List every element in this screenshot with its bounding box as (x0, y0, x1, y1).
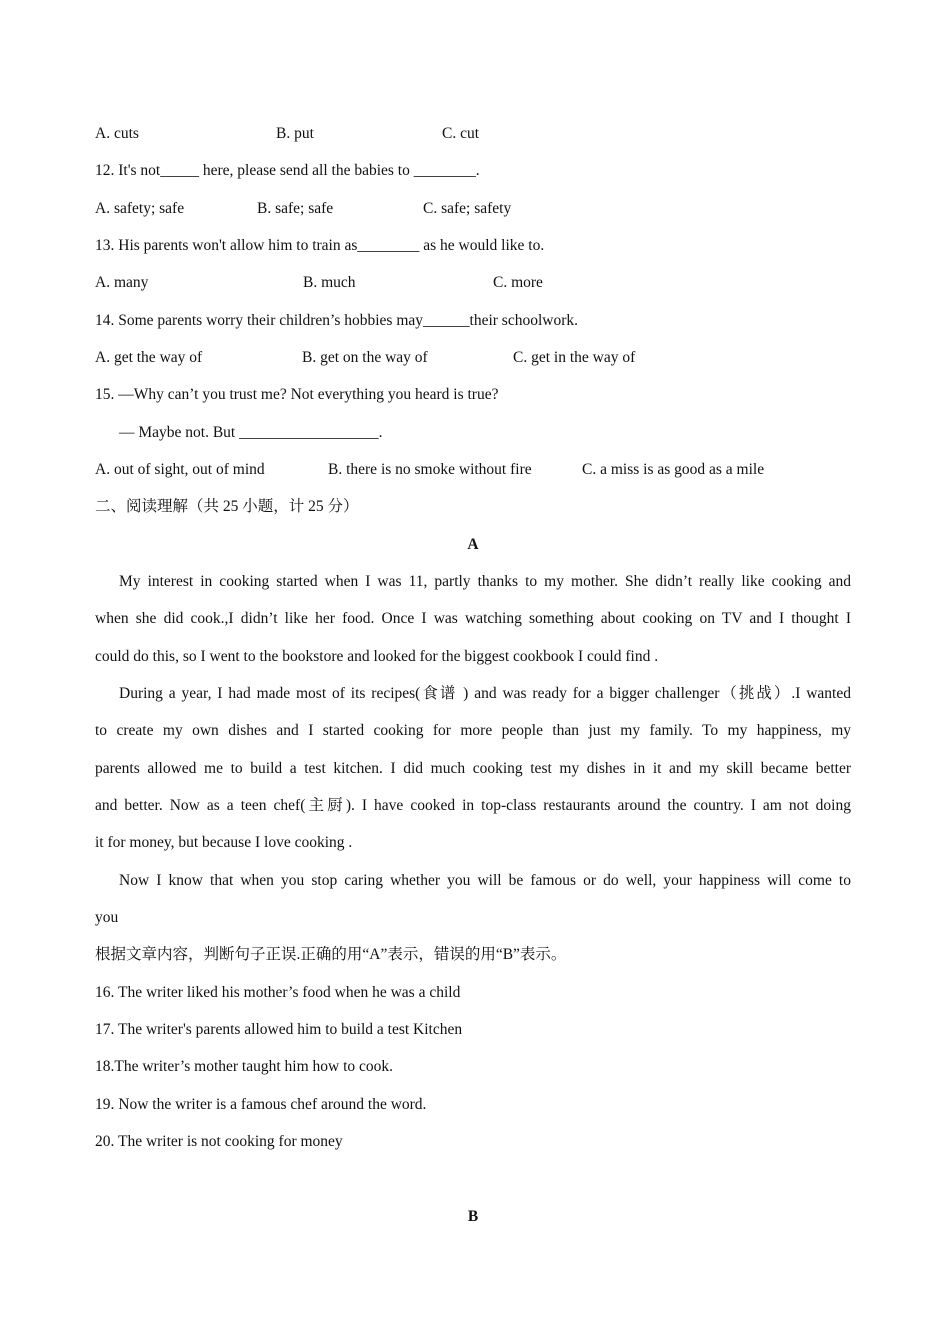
passage-a-p3-line1: Now I know that when you stop caring whether you will be famous or do well, your happiness will come to (119, 872, 851, 889)
passage-b-label: B (467, 1208, 479, 1225)
q15-reply: — Maybe not. But __________________. (119, 424, 383, 441)
q12-stem: 12. It's not_____ here, please send all the babies to ________. (95, 162, 480, 179)
q14-option-a: A. get the way of (95, 349, 203, 366)
q13-option-c: C. more (493, 274, 543, 291)
q11-option-b: B. put (276, 125, 314, 142)
q12-option-c: C. safe; safety (423, 200, 512, 217)
passage-a-p1-line2: when she did cook.,I didn’t like her food. Once I was watching something about cooking on TV and I thought I (95, 610, 851, 627)
q13-option-a: A. many (95, 274, 149, 291)
question-18: 18.The writer’s mother taught him how to cook. (95, 1058, 394, 1075)
passage-a-label: A (467, 536, 479, 553)
q14-option-b: B. get on the way of (302, 349, 428, 366)
q15-option-c: C. a miss is as good as a mile (582, 461, 765, 478)
q15-option-b: B. there is no smoke without fire (328, 461, 532, 478)
q12-option-a: A. safety; safe (95, 200, 185, 217)
passage-a-p3-line2: you (95, 909, 119, 926)
q15-stem: 15. —Why can’t you trust me? Not everything you heard is true? (95, 386, 499, 403)
passage-a-p2-line3: parents allowed me to build a test kitchen. I did much cooking test my dishes in it and my skill became better (95, 760, 851, 777)
question-16: 16. The writer liked his mother’s food when he was a child (95, 984, 461, 1001)
passage-a-p2-line4: and better. Now as a teen chef(主厨). I have cooked in top-class restaurants around the country. I am not doing (95, 797, 851, 814)
q15-option-a: A. out of sight, out of mind (95, 461, 265, 478)
question-20: 20. The writer is not cooking for money (95, 1133, 343, 1150)
q14-stem: 14. Some parents worry their children’s hobbies may______their schoolwork. (95, 312, 578, 329)
passage-a-p1-line1: My interest in cooking started when I was 11, partly thanks to my mother. She didn’t really like cooking and (119, 573, 851, 590)
q14-option-c: C. get in the way of (513, 349, 636, 366)
q13-stem: 13. His parents won't allow him to train as________ as he would like to. (95, 237, 545, 254)
q11-option-a: A. cuts (95, 125, 139, 142)
passage-a-p2-line5: it for money, but because I love cooking . (95, 834, 353, 851)
passage-a-p2-line2: to create my own dishes and I started cooking for more people than just my family. To my happiness, my (95, 722, 851, 739)
q11-option-c: C. cut (442, 125, 480, 142)
section-heading: 二、阅读理解（共 25 小题，计 25 分） (95, 498, 359, 515)
question-19: 19. Now the writer is a famous chef around the word. (95, 1096, 427, 1113)
question-17: 17. The writer's parents allowed him to build a test Kitchen (95, 1021, 463, 1038)
passage-a-p2-line1: During a year, I had made most of its recipes(食谱 ) and was ready for a bigger challenger（挑战）.I wanted (119, 685, 851, 702)
passage-a-p1-line3: could do this, so I went to the bookstore and looked for the biggest cookbook I could find . (95, 648, 659, 665)
passage-a-instruction: 根据文章内容，判断句子正误.正确的用“A”表示，错误的用“B”表示。 (95, 946, 567, 963)
q12-option-b: B. safe; safe (257, 200, 334, 217)
q13-option-b: B. much (303, 274, 356, 291)
